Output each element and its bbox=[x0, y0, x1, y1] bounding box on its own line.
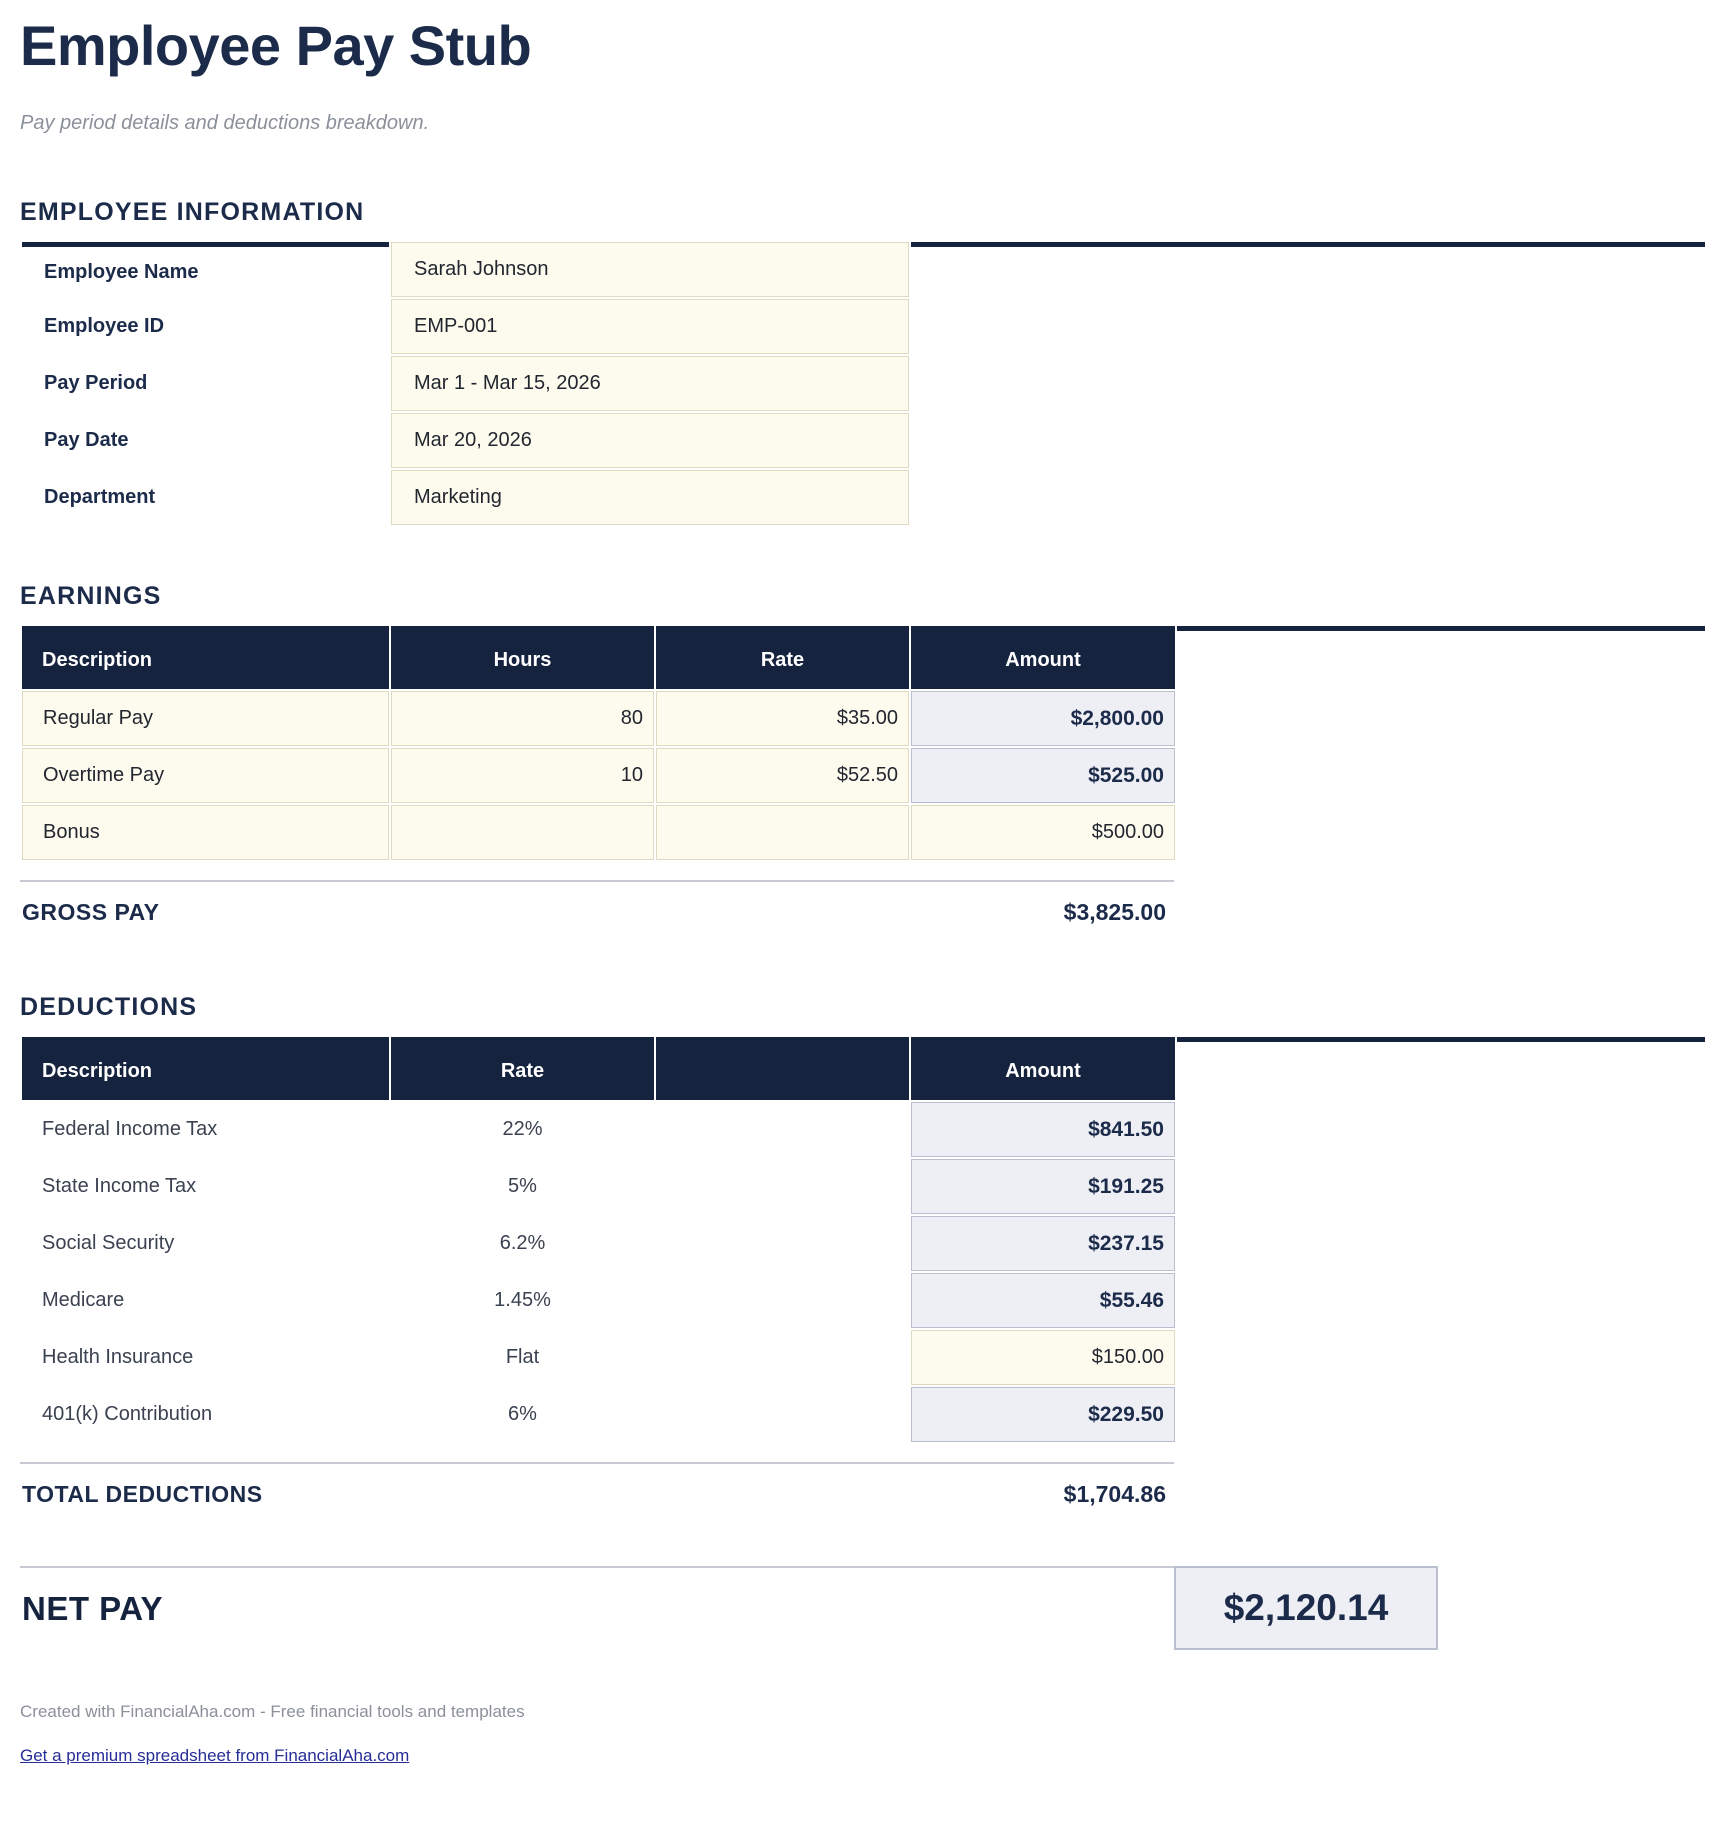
earnings-row bbox=[22, 691, 1705, 746]
deductions-rate-cell: 5% bbox=[508, 1175, 537, 1198]
net-pay-box bbox=[1174, 1566, 1438, 1650]
earnings-col-rate: Rate bbox=[656, 626, 909, 689]
deductions-amount-cell: $237.15 bbox=[911, 1216, 1175, 1271]
employee-info-filler bbox=[911, 470, 1705, 525]
earnings-row bbox=[22, 748, 1705, 803]
deductions-row bbox=[22, 1159, 1705, 1214]
deductions-row-filler bbox=[1177, 1216, 1705, 1271]
deductions-heading: DEDUCTIONS bbox=[20, 993, 198, 1022]
deductions-row bbox=[22, 1387, 1705, 1442]
pay-stub-document bbox=[20, 14, 1707, 1766]
deductions-row-spacer bbox=[656, 1102, 909, 1157]
deductions-description-cell: 401(k) Contribution bbox=[42, 1403, 213, 1426]
deductions-header-filler bbox=[1177, 1037, 1705, 1100]
employee-info-label: Pay Date bbox=[44, 429, 129, 452]
deductions-amount-cell: $841.50 bbox=[911, 1102, 1175, 1157]
deductions-rate-cell: 6.2% bbox=[499, 1232, 546, 1255]
employee-information-table bbox=[20, 240, 1707, 527]
employee-info-value: Mar 1 - Mar 15, 2026 bbox=[391, 356, 909, 411]
employee-info-label: Employee Name bbox=[22, 242, 389, 297]
total-deductions-value: $1,704.86 bbox=[1063, 1481, 1166, 1508]
earnings-amount-cell: $525.00 bbox=[911, 748, 1175, 803]
employee-info-value: Marketing bbox=[391, 470, 909, 525]
earnings-rate-cell: $52.50 bbox=[656, 748, 909, 803]
earnings-hours-cell bbox=[391, 805, 654, 860]
net-pay-label: NET PAY bbox=[22, 1590, 164, 1628]
deductions-row-filler bbox=[1177, 1387, 1705, 1442]
deductions-rate-cell: 1.45% bbox=[494, 1289, 551, 1312]
deductions-row-spacer bbox=[656, 1216, 909, 1271]
earnings-col-hours: Hours bbox=[391, 626, 654, 689]
employee-info-filler bbox=[911, 356, 1705, 411]
deductions-header-spacer bbox=[656, 1037, 909, 1100]
deductions-row bbox=[22, 1216, 1705, 1271]
employee-info-value: Sarah Johnson bbox=[391, 242, 909, 297]
employee-info-label: Employee ID bbox=[44, 315, 165, 338]
employee-info-value: Mar 20, 2026 bbox=[391, 413, 909, 468]
total-deductions-label: TOTAL DEDUCTIONS bbox=[22, 1481, 263, 1508]
deductions-row bbox=[22, 1273, 1705, 1328]
employee-info-row bbox=[22, 413, 1705, 468]
earnings-description-cell: Bonus bbox=[22, 805, 389, 860]
gross-pay-label: GROSS PAY bbox=[22, 899, 160, 926]
earnings-row-filler bbox=[1177, 691, 1705, 746]
earnings-hours-cell: 10 bbox=[391, 748, 654, 803]
premium-spreadsheet-link[interactable]: Get a premium spreadsheet from FinancialAha.com bbox=[20, 1746, 410, 1766]
deductions-rate-cell: 22% bbox=[502, 1118, 543, 1141]
gross-pay-value: $3,825.00 bbox=[1063, 899, 1166, 926]
deductions-row-spacer bbox=[656, 1330, 909, 1385]
deductions-col-rate: Rate bbox=[391, 1037, 654, 1100]
employee-info-row bbox=[22, 242, 1705, 297]
employee-info-row bbox=[22, 356, 1705, 411]
net-pay-row bbox=[20, 1566, 1389, 1650]
deductions-header-row bbox=[22, 1037, 1705, 1100]
deductions-row-filler bbox=[1177, 1273, 1705, 1328]
deductions-row bbox=[22, 1102, 1705, 1157]
deductions-col-amount: Amount bbox=[911, 1037, 1175, 1100]
earnings-table bbox=[20, 624, 1707, 862]
earnings-amount-cell: $500.00 bbox=[911, 805, 1175, 860]
deductions-amount-cell: $150.00 bbox=[911, 1330, 1175, 1385]
deductions-amount-cell: $229.50 bbox=[911, 1387, 1175, 1442]
earnings-row bbox=[22, 805, 1705, 860]
earnings-row-filler bbox=[1177, 805, 1705, 860]
deductions-row-filler bbox=[1177, 1102, 1705, 1157]
deductions-description-cell: State Income Tax bbox=[42, 1175, 197, 1198]
deductions-rate-cell: Flat bbox=[505, 1346, 540, 1369]
earnings-header-filler bbox=[1177, 626, 1705, 689]
earnings-row-filler bbox=[1177, 748, 1705, 803]
employee-info-row bbox=[22, 299, 1705, 354]
net-pay-value: $2,120.14 bbox=[1223, 1587, 1389, 1629]
earnings-hours-cell: 80 bbox=[391, 691, 654, 746]
total-deductions-row bbox=[20, 1464, 1174, 1522]
employee-info-filler bbox=[911, 413, 1705, 468]
deductions-rate-cell: 6% bbox=[508, 1403, 537, 1426]
earnings-description-cell: Overtime Pay bbox=[22, 748, 389, 803]
earnings-header-row bbox=[22, 626, 1705, 689]
deductions-amount-cell: $55.46 bbox=[911, 1273, 1175, 1328]
deductions-description-cell: Federal Income Tax bbox=[42, 1118, 218, 1141]
deductions-description-cell: Social Security bbox=[42, 1232, 175, 1255]
deductions-row-spacer bbox=[656, 1387, 909, 1442]
employee-information-heading: EMPLOYEE INFORMATION bbox=[20, 198, 365, 227]
employee-info-label: Department bbox=[44, 486, 156, 509]
deductions-table bbox=[20, 1035, 1707, 1444]
employee-info-row bbox=[22, 470, 1705, 525]
earnings-heading: EARNINGS bbox=[20, 582, 162, 611]
deductions-row-spacer bbox=[656, 1273, 909, 1328]
deductions-row-filler bbox=[1177, 1159, 1705, 1214]
deductions-row bbox=[22, 1330, 1705, 1385]
earnings-amount-cell: $2,800.00 bbox=[911, 691, 1175, 746]
deductions-row-spacer bbox=[656, 1159, 909, 1214]
deductions-description-cell: Health Insurance bbox=[42, 1346, 194, 1369]
deductions-amount-cell: $191.25 bbox=[911, 1159, 1175, 1214]
page-subtitle: Pay period details and deductions breakdown. bbox=[20, 112, 430, 135]
deductions-row-filler bbox=[1177, 1330, 1705, 1385]
gross-pay-row bbox=[20, 882, 1174, 940]
page-title: Employee Pay Stub bbox=[20, 14, 532, 77]
deductions-description-cell: Medicare bbox=[42, 1289, 125, 1312]
earnings-description-cell: Regular Pay bbox=[22, 691, 389, 746]
earnings-col-amount: Amount bbox=[911, 626, 1175, 689]
deductions-col-description: Description bbox=[22, 1037, 389, 1100]
employee-info-label: Pay Period bbox=[44, 372, 148, 395]
earnings-col-description: Description bbox=[22, 626, 389, 689]
employee-info-filler bbox=[911, 242, 1705, 297]
employee-info-filler bbox=[911, 299, 1705, 354]
earnings-rate-cell bbox=[656, 805, 909, 860]
footer-credit-text: Created with FinancialAha.com - Free financial tools and templates bbox=[20, 1702, 525, 1722]
earnings-rate-cell: $35.00 bbox=[656, 691, 909, 746]
employee-info-value: EMP-001 bbox=[391, 299, 909, 354]
